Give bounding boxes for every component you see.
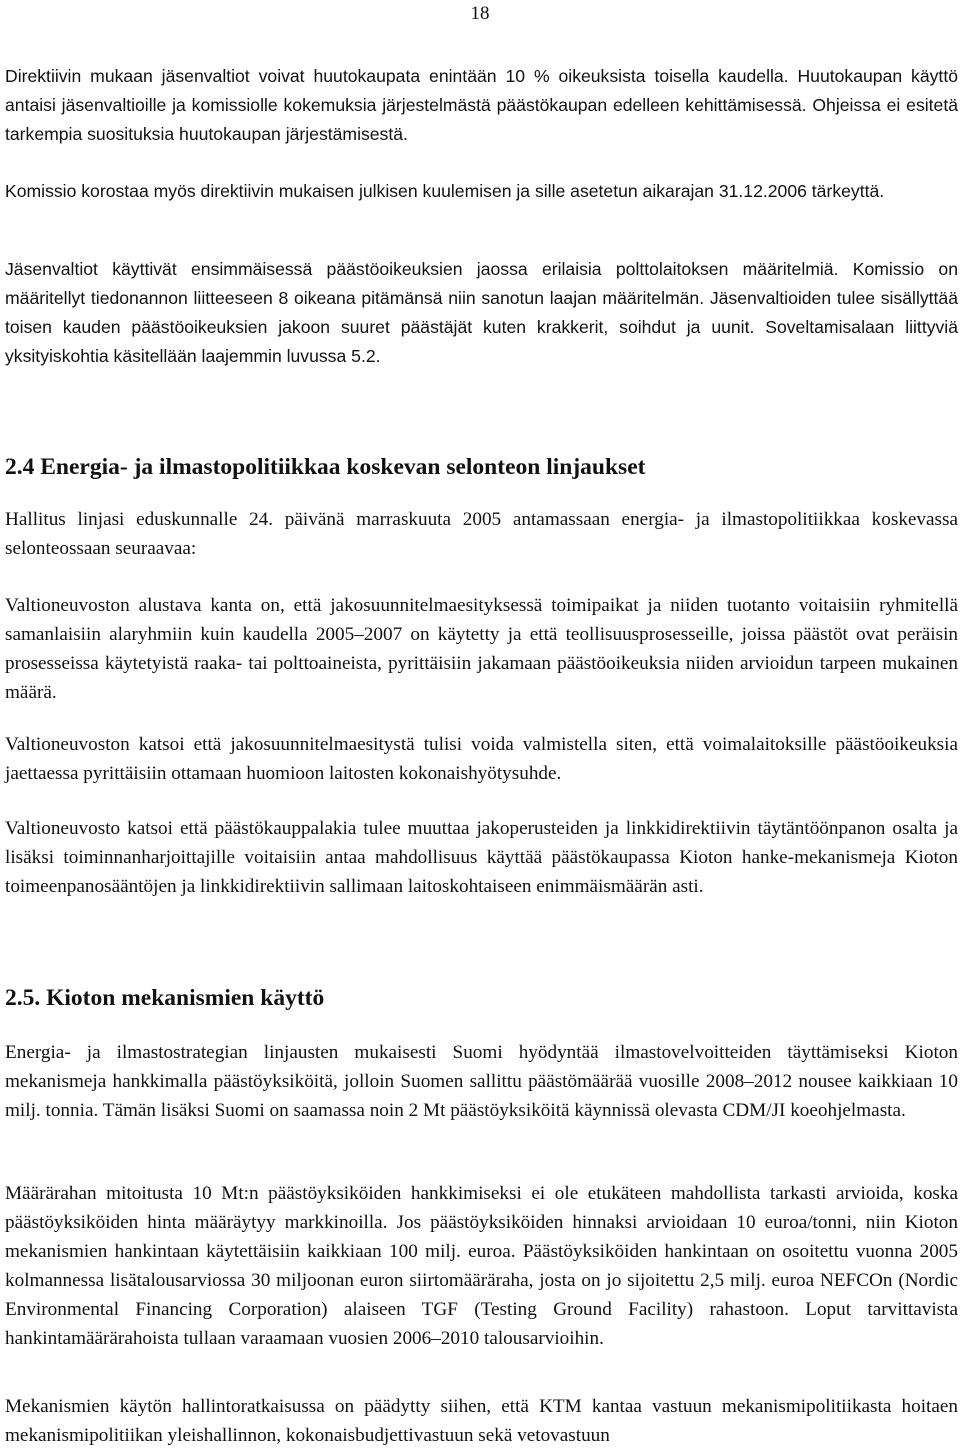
section-heading-2-5: 2.5. Kioton mekanismien käyttö [5, 985, 325, 1011]
paragraph-kyoto-mechanisms: Energia- ja ilmastostrategian linjausten mukaisesti Suomi hyödyntää ilmastovelvoitteiden täyttämiseksi Kioton mekanismeja hankkimalla päästöyksiköitä, jolloin Suomen sallittu päästömäärää vuosille 2008–2012 nousee kaikkiaan 10 milj. tonnia. Tämän lisäksi Suomi on saamassa noin 2 Mt päästöyksiköitä käynnissä olevasta CDM/JI koeohjelmasta. [5, 1042, 958, 1121]
paragraph-power-plants: Valtioneuvoston katsoi että jakosuunnitelmaesitystä tulisi voida valmistella siten, että voimalaitoksille päästöoikeuksia jaettaessa pyrittäisiin ottamaan huomioon laitosten kokonaishyötysuhde. [5, 734, 958, 784]
page-number: 18 [470, 3, 490, 24]
paragraph-consultation: Komissio korostaa myös direktiivin mukaisen julkisen kuulemisen ja sille asetetun aikarajan 31.12.2006 tärkeyttä. [5, 181, 885, 201]
paragraph-appropriation: Määrärahan mitoitusta 10 Mt:n päästöyksiköiden hankkimiseksi ei ole etukäteen mahdollista tarkasti arvioida, koska päästöyksiköiden hinta määräytyy markkinoilla. Jos päästöyksiköiden hinnaksi arvioidaan 10 euroa/tonni, niin Kioton mekanismien hankintaan käytettäisiin kaikkiaan 100 milj. euroa. Päästöyksiköiden hankintaan on osoitettu vuonna 2005 kolmannessa lisätalousarviossa 30 miljoonan euron siirtomääräraha, josta on jo sijoitettu 2,5 milj. euroa NEFCOn (Nordic Environmental Financing Corporation) alaiseen TGF (Testing Ground Facility) rahastoon. Loput tarvittavista hankintamäärärahoista tullaan varaamaan vuosien 2006–2010 talousarvioihin. [5, 1183, 958, 1349]
paragraph-administration: Mekanismien käytön hallintoratkaisussa on päädytty siihen, että KTM kantaa vastuun mekanismipolitiikasta hoitaen mekanismipolitiikan yleishallinnon, kokonaisbudjettivastuun sekä vetovastuun [5, 1396, 958, 1446]
section-heading-2-4: 2.4 Energia- ja ilmastopolitiikkaa koskevan selonteon linjaukset [5, 454, 646, 480]
paragraph-emissions-trading-act: Valtioneuvosto katsoi että päästökauppalakia tulee muuttaa jakoperusteiden ja linkkidirektiivin täytäntöönpanon osalta ja lisäksi toiminnanharjoittajille voitaisiin antaa mahdollisuus käyttää päästökaupassa Kioton hanke-mekanismeja Kioton toimeenpanosääntöjen ja linkkidirektiivin sallimaan laitoskohtaiseen enimmäismäärän asti. [5, 818, 958, 897]
paragraph-government-report: Hallitus linjasi eduskunnalle 24. päivänä marraskuuta 2005 antamassaan energia- ja ilmastopolitiikkaa koskevassa selonteossaan seuraavaa: [5, 509, 958, 559]
paragraph-combustion-definition: Jäsenvaltiot käyttivät ensimmäisessä päästöoikeuksien jaossa erilaisia polttolaitoksen määritelmiä. Komissio on määritellyt tiedonannon liitteeseen 8 oikeana pitämänsä niin sanotun laajan määritelmän. Jäsenvaltioiden tulee sisällyttää toisen kauden päästöoikeuksien jakoon suuret päästäjät kuten krakkerit, soihdut ja uunit. Soveltamisalaan liittyviä yksityiskohtia käsitellään laajemmin luvussa 5.2. [5, 259, 958, 366]
paragraph-auction: Direktiivin mukaan jäsenvaltiot voivat huutokaupata enintään 10 % oikeuksista toisella kaudella. Huutokaupan käyttö antaisi jäsenvaltioille ja komissiolle kokemuksia järjestelmästä päästökaupan edelleen kehittämisessä. Ohjeissa ei esitetä tarkempia suosituksia huutokaupan järjestämisestä. [5, 66, 958, 144]
paragraph-preliminary-position: Valtioneuvoston alustava kanta on, että jakosuunnitelmaesityksessä toimipaikat ja niiden tuotanto voitaisiin ryhmitellä samanlaisiin alaryhmiin kuin kaudella 2005–2007 on käytetty ja että teollisuusprosesseille, joissa päästöt ovat peräisin prosesseissa käytetyistä raaka- tai polttoaineista, pyrittäisiin jakamaan päästöoikeuksia niiden arvioidun tarpeen mukainen määrä. [5, 595, 958, 703]
